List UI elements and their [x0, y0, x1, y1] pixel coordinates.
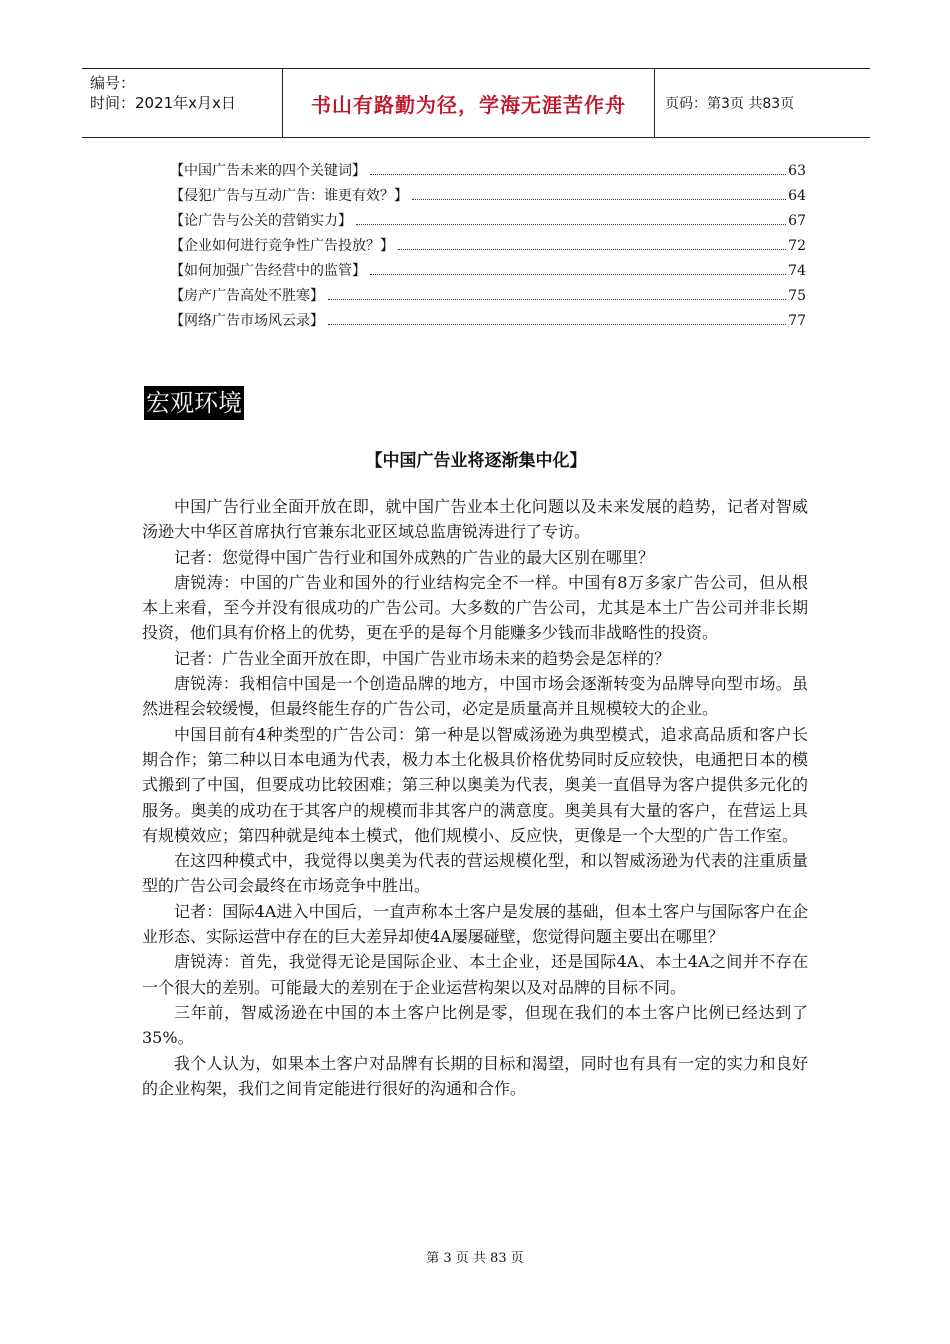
toc-leader-dots [398, 249, 786, 250]
section-heading: 宏观环境 [144, 386, 244, 420]
toc-entry[interactable] [170, 235, 806, 260]
header-meta [82, 69, 283, 137]
table-of-contents [170, 160, 806, 335]
toc-leader-dots [328, 299, 786, 300]
toc-entry-page: 75 [788, 288, 806, 304]
article-body [142, 494, 808, 1101]
toc-entry-page: 64 [788, 188, 806, 204]
toc-leader-dots [370, 274, 786, 275]
toc-entry-title: 【如何加强广告经营中的监管】 [170, 263, 366, 279]
toc-leader-dots [356, 224, 786, 225]
toc-entry[interactable] [170, 160, 806, 185]
toc-entry-page: 77 [788, 313, 806, 329]
paragraph: 记者：您觉得中国广告行业和国外成熟的广告业的最大区别在哪里？ [174, 547, 655, 567]
paragraph: 唐锐涛：中国的广告业和国外的行业结构完全不一样。中国有8万多家广告公司，但从根本上来看，至今并没有很成功的广告公司。大多数的广告公司，尤其是本土广告公司并非长期投资，他们具有价格上的优势，更在乎的是每个月能赚多少钱而非战略性的投资。 [142, 572, 808, 643]
page-header [82, 68, 870, 138]
paragraph: 我个人认为，如果本土客户对品牌有长期的目标和渴望，同时也有具有一定的实力和良好的企业构架，我们之间肯定能进行很好的沟通和合作。 [142, 1053, 808, 1098]
paragraph: 三年前，智威汤逊在中国的本土客户比例是零，但现在我们的本土客户比例已经达到了35%。 [142, 1002, 808, 1048]
toc-entry-title: 【中国广告未来的四个关键词】 [170, 163, 366, 179]
toc-entry-page: 72 [788, 238, 806, 254]
toc-entry-page: 63 [788, 163, 806, 179]
header-motto: 书山有路勤为径，学海无涯苦作舟 [283, 69, 655, 137]
toc-entry-title: 【论广告与公关的营销实力】 [170, 213, 352, 229]
paragraph: 记者：国际4A进入中国后，一直声称本土客户是发展的基础，但本土客户与国际客户在企业形态、实际运营中存在的巨大差异却使4A屡屡碰壁，您觉得问题主要出在哪里？ [142, 901, 808, 947]
toc-entry[interactable] [170, 285, 806, 310]
paragraph: 唐锐涛：首先，我觉得无论是国际企业、本土企业，还是国际4A、本土4A之间并不存在一个很大的差别。可能最大的差别在于企业运营构架以及对品牌的目标不同。 [142, 952, 808, 997]
toc-entry-title: 【房产广告高处不胜寒】 [170, 288, 324, 304]
toc-entry-title: 【企业如何进行竞争性广告投放？】 [170, 238, 394, 254]
page-footer: 第 3 页 共 83 页 [426, 1251, 524, 1266]
toc-entry-page: 74 [788, 263, 806, 279]
toc-entry-page: 67 [788, 213, 806, 229]
toc-entry[interactable] [170, 210, 806, 235]
toc-entry[interactable] [170, 260, 806, 285]
toc-entry-title: 【侵犯广告与互动广告：谁更有效？】 [170, 188, 408, 204]
toc-entry-title: 【网络广告市场风云录】 [170, 313, 324, 329]
toc-leader-dots [370, 174, 786, 175]
toc-leader-dots [412, 199, 786, 200]
header-page-info: 页码：第3页 共83页 [665, 96, 795, 112]
paragraph: 唐锐涛：我相信中国是一个创造品牌的地方，中国市场会逐渐转变为品牌导向型市场。虽然进程会较缓慢，但最终能生存的广告公司，必定是质量高并且规模较大的企业。 [142, 674, 808, 719]
toc-entry[interactable] [170, 185, 806, 210]
toc-leader-dots [328, 324, 786, 325]
document-number-label: 编号： [90, 74, 136, 92]
paragraph: 在这四种模式中，我觉得以奥美为代表的营运规模化型，和以智威汤逊为代表的注重质量型的广告公司会最终在市场竞争中胜出。 [142, 851, 808, 896]
paragraph: 中国目前有4种类型的广告公司：第一种是以智威汤逊为典型模式，追求高品质和客户长期合作；第二种以日本电通为代表，极力本土化极具价格优势同时反应较快，电通把日本的模式搬到了中国，但要成功比较困难；第三种以奥美为代表，奥美一直倡导为客户提供多元化的服务。奥美的成功在于其客户的规模而非其客户的满意度。奥美具有大量的客户，在营运上具有规模效应；第四种就是纯本土模式，他们规模小、反应快，更像是一个大型的广告工作室。 [142, 724, 808, 845]
paragraph: 记者：广告业全面开放在即，中国广告业市场未来的趋势会是怎样的？ [174, 648, 671, 668]
document-time-label: 时间：2021年x月x日 [90, 94, 236, 112]
paragraph: 中国广告行业全面开放在即，就中国广告业本土化问题以及未来发展的趋势，记者对智威汤逊大中华区首席执行官兼东北亚区域总监唐锐涛进行了专访。 [142, 497, 808, 542]
toc-entry[interactable] [170, 310, 806, 335]
article-title: 【中国广告业将逐渐集中化】 [365, 451, 587, 471]
